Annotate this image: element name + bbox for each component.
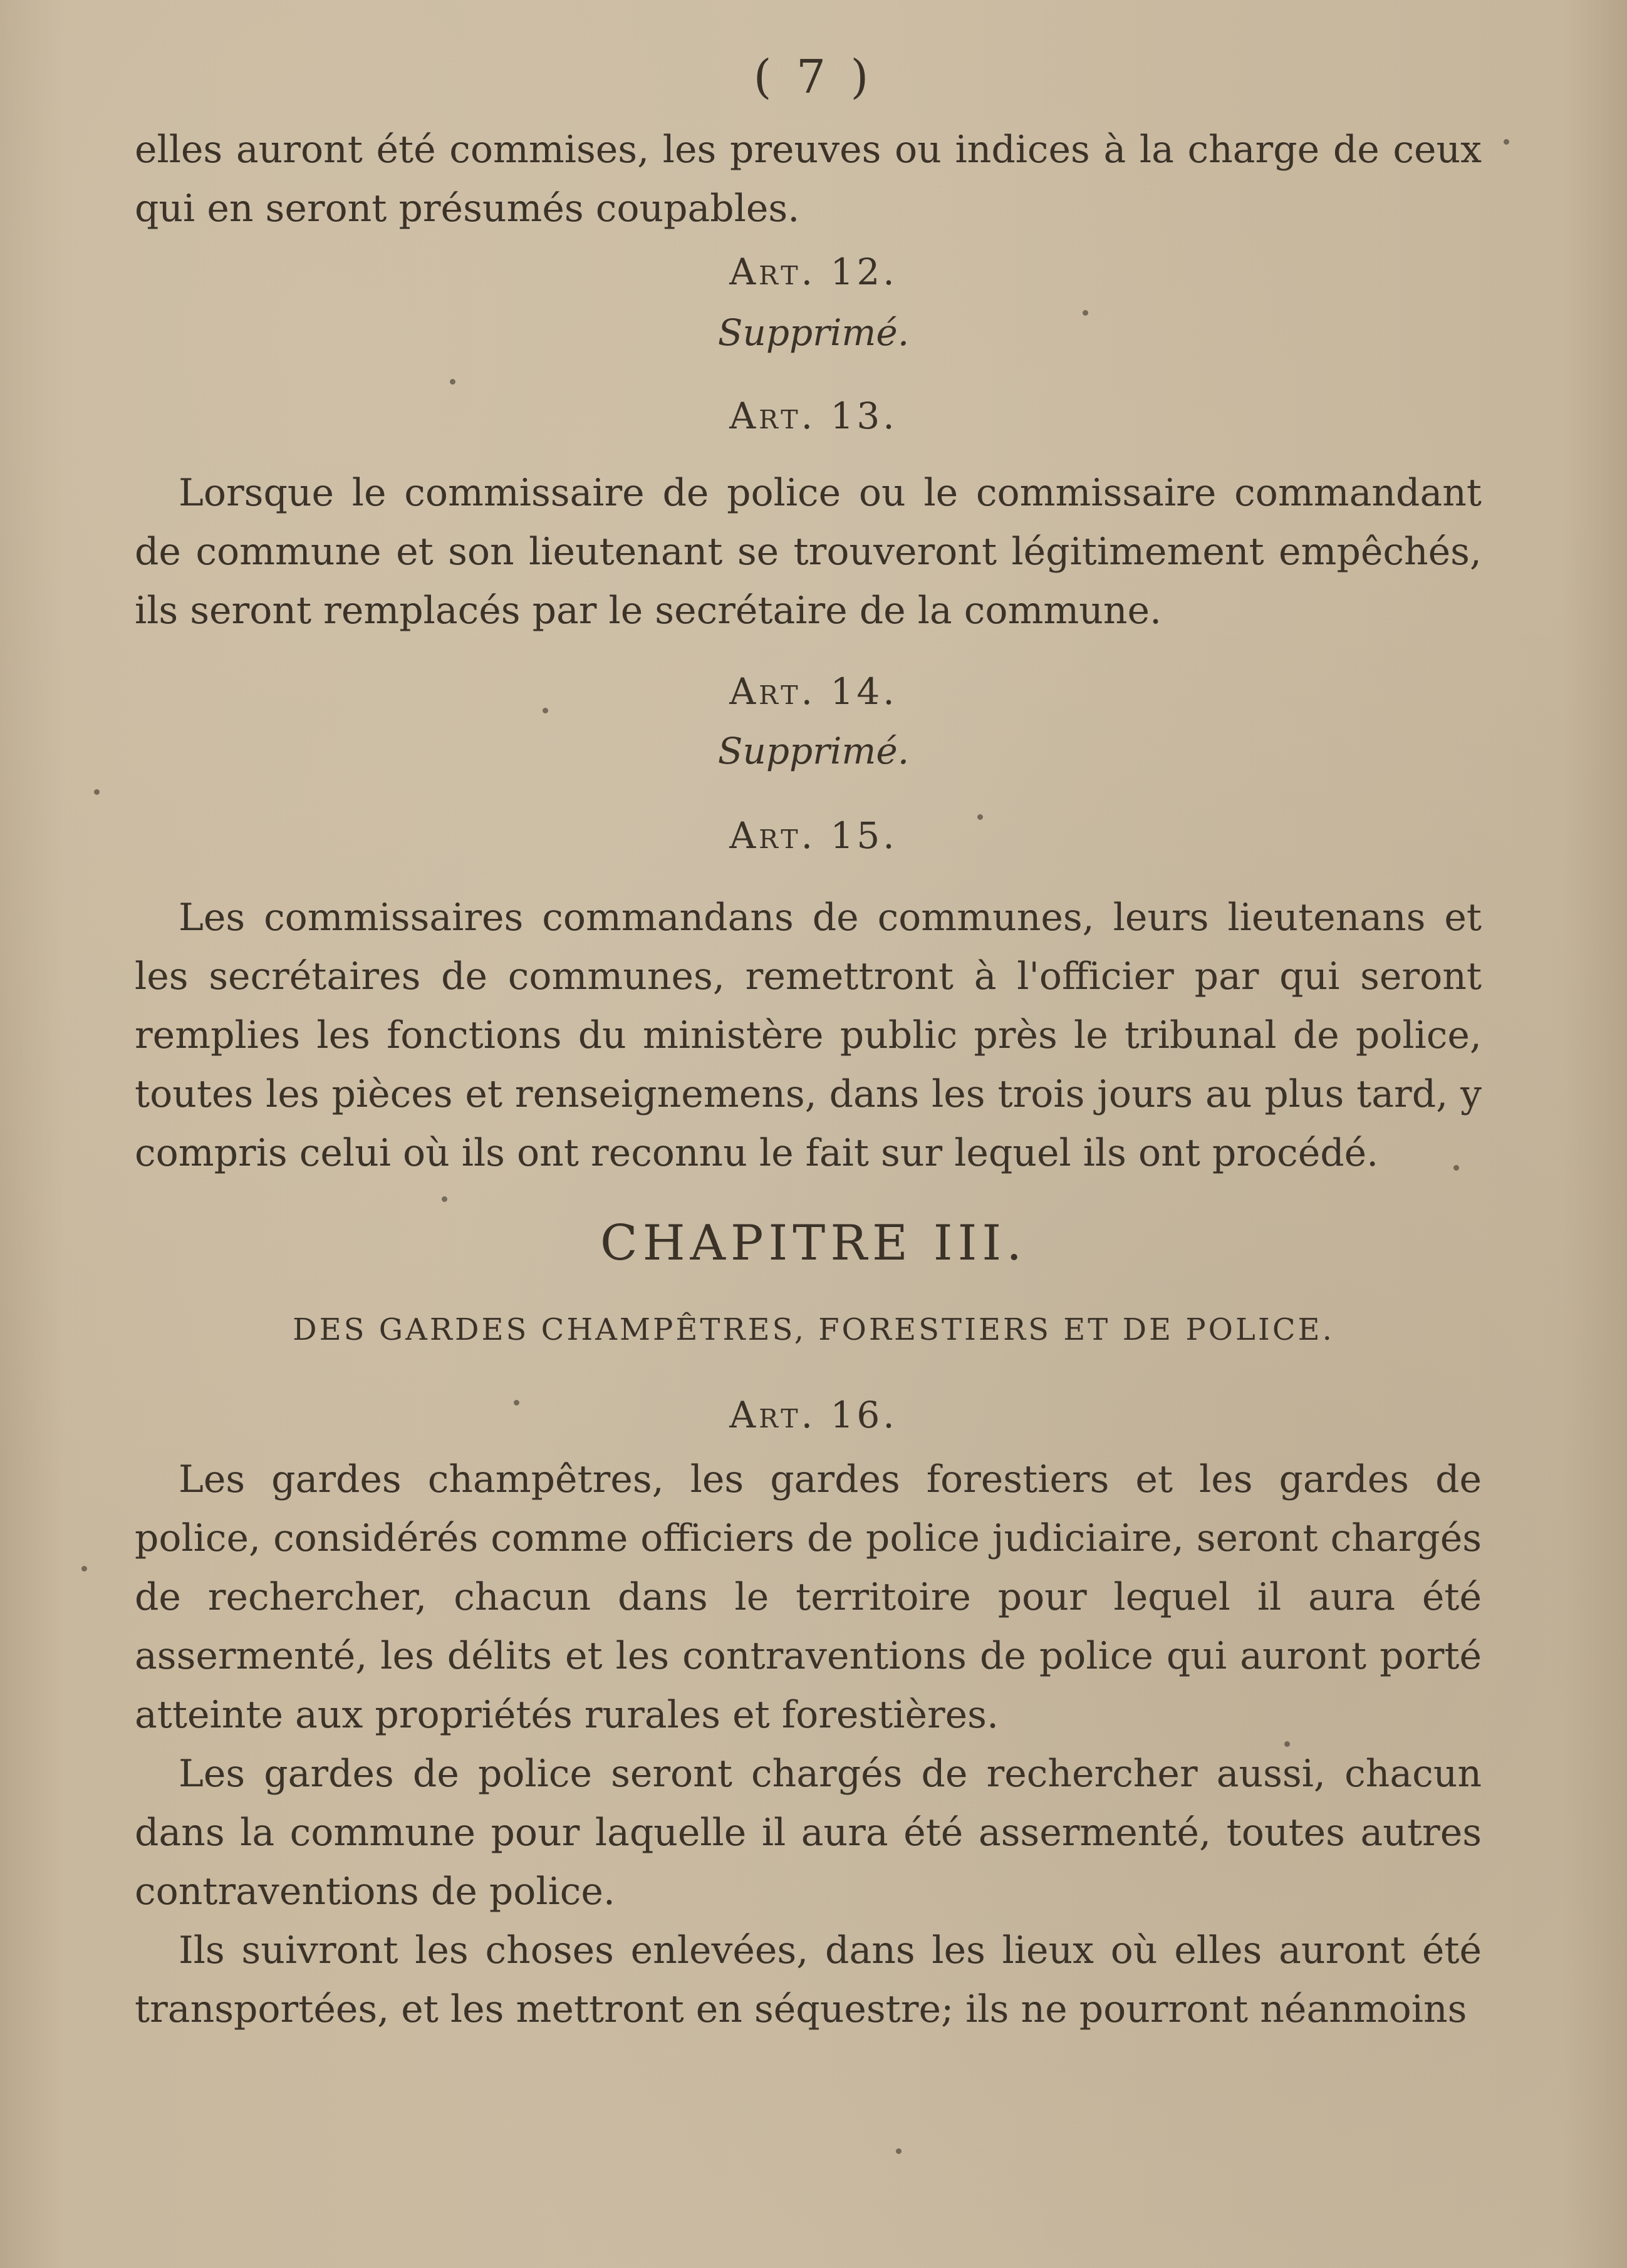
article-13-heading: Art. 13.: [729, 395, 898, 437]
article-14-status: Supprimé.: [717, 730, 910, 772]
paper-speck: [94, 789, 100, 795]
article-16-text-2: Les gardes de police seront chargés de rechercher aussi, chacun dans la commune pour laquelle il aura été assermenté, toutes autres contraventions de police.: [135, 1752, 1482, 1913]
paper-speck: [514, 1400, 519, 1406]
article-16-text-1: Les gardes champêtres, les gardes forestiers et les gardes de police, considérés comme officiers de police judiciaire, seront chargés de rechercher, chacun dans le territoire pour lequel il aura été assermenté, les délits et les contraventions de police qui auront porté atteinte aux propriétés rurales et forestières.: [135, 1458, 1482, 1737]
paper-speck: [543, 708, 548, 713]
paper-speck: [977, 814, 983, 820]
article-13-paragraph: [135, 463, 1482, 640]
paper-speck: [81, 1566, 87, 1572]
article-15-heading: Art. 15.: [729, 814, 898, 857]
continuation-paragraph: [135, 120, 1482, 238]
article-14-heading: Art. 14.: [729, 670, 898, 713]
paper-speck: [1284, 1741, 1290, 1747]
article-13-text: Lorsque le commissaire de police ou le commissaire commandant de commune et son lieutenant se trouveront légitimement empêchés, ils seront remplacés par le secrétaire de la commune.: [135, 471, 1482, 633]
article-15-text: Les commissaires commandans de communes, leurs lieutenans et les secrétaires de communes, remettront à l'officier par qui seront remplies les fonctions du ministère public près le tribunal de police, toutes les pièces et renseignemens, dans les trois jours au plus tard, y compris celui où ils ont reconnu le fait sur lequel ils ont procédé.: [135, 896, 1482, 1175]
article-16-heading: Art. 16.: [729, 1394, 898, 1436]
article-16-text-3: Ils suivront les choses enlevées, dans les lieux où elles auront été transportées, et les mettront en séquestre; ils ne pourront néanmoins: [135, 1929, 1482, 2031]
continuation-text: elles auront été commises, les preuves ou indices à la charge de ceux qui en seront présumés coupables.: [135, 128, 1482, 230]
page-number: ( 7 ): [753, 50, 874, 104]
article-16-paragraphs: [135, 1450, 1482, 2039]
chapter-title: CHAPITRE III.: [600, 1215, 1027, 1271]
article-15-paragraph: [135, 888, 1482, 1183]
chapter-subtitle: DES GARDES CHAMPÊTRES, FORESTIERS ET DE POLICE.: [293, 1312, 1334, 1347]
paper-speck: [1453, 1165, 1459, 1171]
paper-speck: [1504, 139, 1509, 145]
article-12-status: Supprimé.: [717, 311, 910, 354]
paper-speck: [450, 379, 455, 385]
article-12-heading: Art. 12.: [729, 251, 898, 293]
paper-speck: [1083, 310, 1088, 316]
paper-speck: [442, 1196, 447, 1202]
paper-speck: [896, 2148, 902, 2154]
